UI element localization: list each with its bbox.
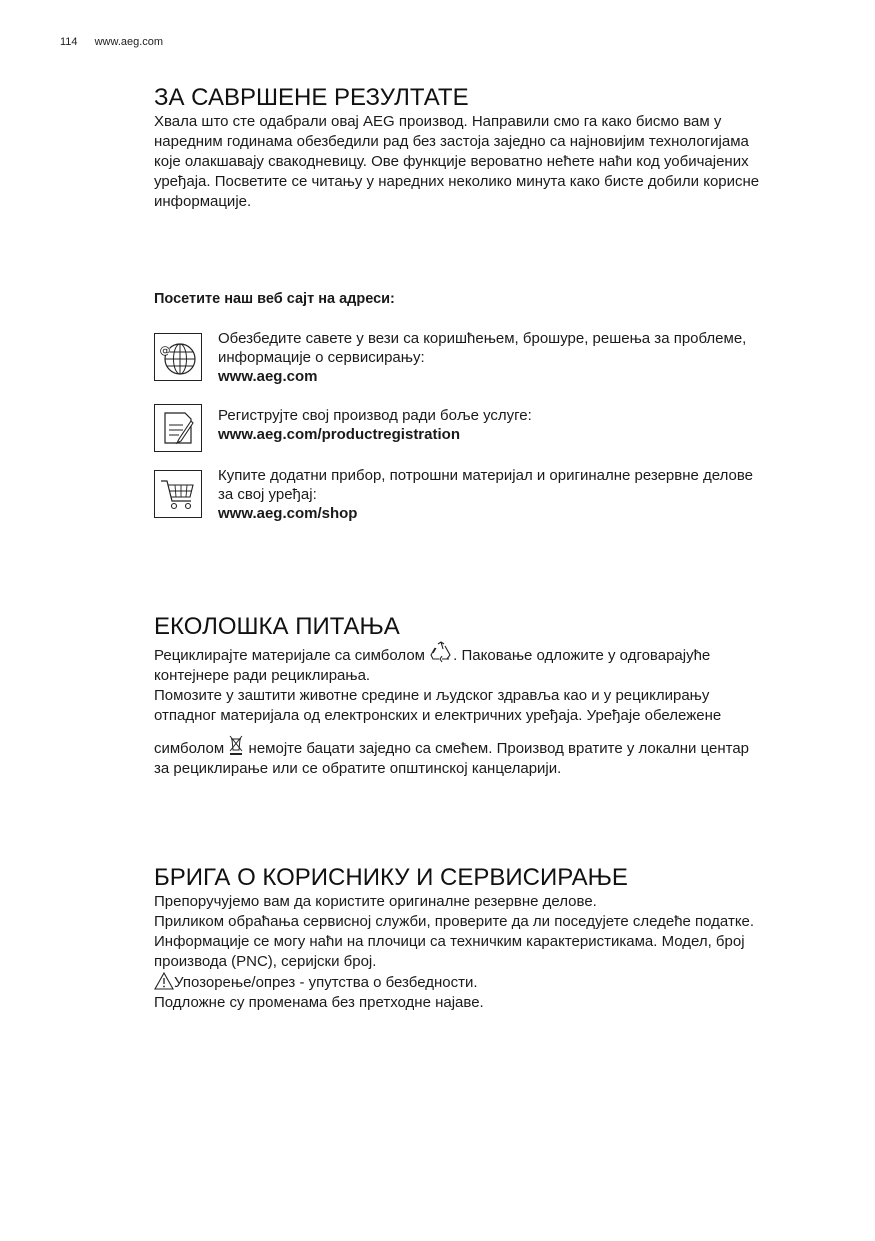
intro-line: уређаја. Посветите се читању у наредних неколико минута како бисте добили корисне: [154, 173, 760, 190]
eco-text: . Паковање одложите у одговарајуће: [453, 647, 711, 664]
eco-text: Рециклирајте материјале са симболом: [154, 647, 430, 664]
warning-icon: [154, 972, 174, 990]
eco-line: [154, 734, 834, 759]
care-line: производа (PNC), серијски број.: [154, 953, 377, 970]
eco-line: за рециклирање или се обратите општинској канцеларији.: [154, 760, 562, 777]
intro-section: [154, 84, 834, 212]
site-url: www.aeg.com: [94, 36, 164, 48]
care-line: Информације се могу наћи на плочици са техничким карактеристикама. Модел, број: [154, 933, 745, 950]
intro-line: наредним годинама обезбедили рад без застоја заједно са најновијим технологијама: [154, 133, 749, 150]
visit-item-text: Купите додатни прибор, потрошни материјал и оригиналне резервне делове: [218, 467, 754, 484]
eco-line: отпадног материјала од електронских и електричних уређаја. Уређаје обележене: [154, 707, 722, 724]
care-line: Приликом обраћања сервисној служби, проверите да ли поседујете следеће податке.: [154, 913, 755, 930]
registration-icon: [154, 404, 202, 452]
page-number: 114: [60, 36, 78, 48]
recycle-icon: [429, 641, 453, 663]
care-warning-line: [154, 972, 834, 993]
visit-item-registration: [154, 400, 834, 452]
intro-line: које олакшавају свакодневицу. Ове функције вероватно нећете наћи код уобичајених: [154, 153, 749, 170]
crossed-bin-icon: [228, 734, 244, 756]
visit-section: [154, 291, 834, 537]
intro-title: ЗА САВРШЕНЕ РЕЗУЛТАТЕ: [154, 84, 469, 111]
eco-text: немојте бацати заједно са смећем. Производ вратите у локални центар: [244, 740, 750, 757]
svg-text:@: @: [159, 344, 171, 357]
visit-item-text: за свој уређај:: [218, 486, 317, 503]
care-section: [154, 864, 834, 1013]
eco-line: Помозите у заштити животне средине и људског здравља као и у рециклирању: [154, 687, 710, 704]
eco-line: контејнере ради рециклирања.: [154, 667, 371, 684]
visit-item-shop: [154, 466, 834, 523]
eco-text: симболом: [154, 740, 229, 757]
intro-line: Хвала што сте одабрали овај AEG производ. Направили смо га како бисмо вам у: [154, 113, 722, 130]
visit-link[interactable]: www.aeg.com/shop: [218, 505, 358, 522]
shopping-cart-icon: [154, 470, 202, 518]
intro-line: информације.: [154, 193, 252, 210]
visit-link[interactable]: www.aeg.com: [218, 368, 318, 385]
visit-item-support: [154, 329, 834, 386]
visit-item-text: информације о сервисирању:: [218, 349, 425, 366]
globe-icon: [154, 333, 202, 381]
visit-item-text: Обезбедите савете у вези са коришћењем, брошуре, решења за проблеме,: [218, 330, 747, 347]
eco-section: [154, 613, 834, 779]
visit-item-text: Региструјте свој производ ради боље услуге:: [218, 407, 532, 424]
visit-title: Посетите наш веб сајт на адреси:: [154, 291, 395, 307]
eco-title: ЕКОЛОШКА ПИТАЊА: [154, 613, 400, 640]
care-line: Препоручујемо вам да користите оригиналне резервне делове.: [154, 893, 597, 910]
care-line: Подложне су променама без претходне најаве.: [154, 994, 484, 1011]
warning-text: Упозорење/опрез - упутства о безбедности.: [174, 974, 478, 991]
visit-link[interactable]: www.aeg.com/productregistration: [218, 426, 460, 443]
eco-line: [154, 641, 834, 666]
care-title: БРИГА О КОРИСНИКУ И СЕРВИСИРАЊЕ: [154, 864, 628, 891]
page-header: [60, 36, 163, 48]
